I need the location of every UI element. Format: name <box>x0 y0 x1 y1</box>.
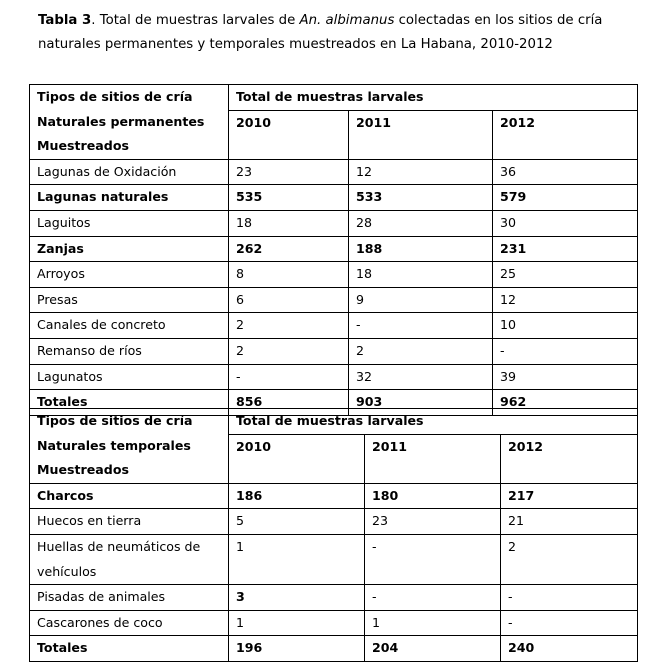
value-2012: 2 <box>501 534 638 584</box>
table-row <box>30 313 638 339</box>
value-2011: 9 <box>349 287 493 313</box>
temporary-body <box>30 483 638 661</box>
permanent-body <box>30 159 638 415</box>
value-2011: 12 <box>349 159 493 185</box>
table-row <box>30 236 638 262</box>
value-2012: 12 <box>493 287 638 313</box>
row-label: Canales de concreto <box>30 313 229 339</box>
temporary-year-2010: 2010 <box>229 434 365 483</box>
temporary-sites-table <box>29 408 638 662</box>
temporary-header-line1: Tipos de sitios de cría <box>37 413 193 428</box>
row-label: Zanjas <box>30 236 229 262</box>
temporary-year-2011: 2011 <box>365 434 501 483</box>
value-2012: 579 <box>493 185 638 211</box>
row-label: Pisadas de animales <box>30 585 229 611</box>
value-2011: 903 <box>349 390 493 416</box>
table-row <box>30 185 638 211</box>
value-2011: 2 <box>349 338 493 364</box>
value-2012: 39 <box>493 364 638 390</box>
value-2010: 535 <box>229 185 349 211</box>
row-label: Charcos <box>30 483 229 509</box>
value-2010: 8 <box>229 262 349 288</box>
table-row <box>30 338 638 364</box>
permanent-header-line1: Tipos de sitios de cría <box>37 89 193 104</box>
temporary-header-col1 <box>30 409 229 484</box>
table-row <box>30 483 638 509</box>
value-2010: 1 <box>229 534 365 584</box>
permanent-header-line3: Muestreados <box>37 138 129 154</box>
value-2011: 204 <box>365 636 501 662</box>
row-label: Lagunatos <box>30 364 229 390</box>
value-2012: 231 <box>493 236 638 262</box>
value-2010: 2 <box>229 313 349 339</box>
temporary-header-line2: Naturales temporales <box>37 437 191 453</box>
permanent-header-col1 <box>30 85 229 160</box>
row-label: Huellas de neumáticos de vehículos <box>30 534 229 584</box>
value-2012: 36 <box>493 159 638 185</box>
table-row <box>30 287 638 313</box>
value-2011: 32 <box>349 364 493 390</box>
permanent-year-2011: 2011 <box>349 110 493 159</box>
value-2011: - <box>365 585 501 611</box>
value-2011: 18 <box>349 262 493 288</box>
row-label: Arroyos <box>30 262 229 288</box>
value-2010: 18 <box>229 210 349 236</box>
value-2010: 2 <box>229 338 349 364</box>
permanent-year-2012: 2012 <box>493 110 638 159</box>
value-2010: 23 <box>229 159 349 185</box>
value-2011: 23 <box>365 509 501 535</box>
value-2012: 217 <box>501 483 638 509</box>
value-2012: 962 <box>493 390 638 416</box>
caption-label: Tabla 3 <box>38 13 92 28</box>
value-2010: - <box>229 364 349 390</box>
table-row <box>30 159 638 185</box>
value-2012: - <box>501 585 638 611</box>
value-2011: - <box>349 313 493 339</box>
value-2011: 188 <box>349 236 493 262</box>
row-label: Lagunas de Oxidación <box>30 159 229 185</box>
value-2011: - <box>365 534 501 584</box>
table-row <box>30 262 638 288</box>
temporary-header-group: Total de muestras larvales <box>229 409 638 435</box>
value-2010: 262 <box>229 236 349 262</box>
value-2010: 3 <box>229 585 365 611</box>
permanent-year-2010: 2010 <box>229 110 349 159</box>
table-row <box>30 636 638 662</box>
caption-species: An. albimanus <box>299 13 395 28</box>
row-label: Totales <box>30 390 229 416</box>
value-2011: 1 <box>365 610 501 636</box>
permanent-header-line2: Naturales permanentes <box>37 113 205 129</box>
table-row <box>30 534 638 584</box>
temporary-header-row-1 <box>30 409 638 435</box>
table-row <box>30 509 638 535</box>
caption-text-a: . Total de muestras larvales de <box>91 13 300 28</box>
value-2011: 533 <box>349 185 493 211</box>
value-2010: 186 <box>229 483 365 509</box>
table-row <box>30 610 638 636</box>
table-row <box>30 585 638 611</box>
table-caption <box>38 9 638 57</box>
value-2012: 240 <box>501 636 638 662</box>
table-row <box>30 364 638 390</box>
value-2012: - <box>493 338 638 364</box>
row-label: Lagunas naturales <box>30 185 229 211</box>
row-label: Laguitos <box>30 210 229 236</box>
value-2010: 1 <box>229 610 365 636</box>
table-row <box>30 210 638 236</box>
value-2012: - <box>501 610 638 636</box>
row-label: Totales <box>30 636 229 662</box>
row-label: Remanso de ríos <box>30 338 229 364</box>
caption-text-b: colectadas en los sitios de cría naturales permanentes y temporales muestreados en La Habana, 2010-2012 <box>38 13 603 52</box>
row-label: Presas <box>30 287 229 313</box>
value-2010: 856 <box>229 390 349 416</box>
permanent-header-row-1 <box>30 85 638 111</box>
temporary-header-line3: Muestreados <box>37 462 129 478</box>
permanent-sites-table <box>29 84 638 416</box>
value-2012: 30 <box>493 210 638 236</box>
value-2012: 25 <box>493 262 638 288</box>
value-2012: 10 <box>493 313 638 339</box>
row-label: Cascarones de coco <box>30 610 229 636</box>
permanent-header-group: Total de muestras larvales <box>229 85 638 111</box>
row-label: Huecos en tierra <box>30 509 229 535</box>
value-2011: 180 <box>365 483 501 509</box>
value-2010: 6 <box>229 287 349 313</box>
temporary-year-2012: 2012 <box>501 434 638 483</box>
value-2012: 21 <box>501 509 638 535</box>
value-2011: 28 <box>349 210 493 236</box>
value-2010: 5 <box>229 509 365 535</box>
value-2010: 196 <box>229 636 365 662</box>
